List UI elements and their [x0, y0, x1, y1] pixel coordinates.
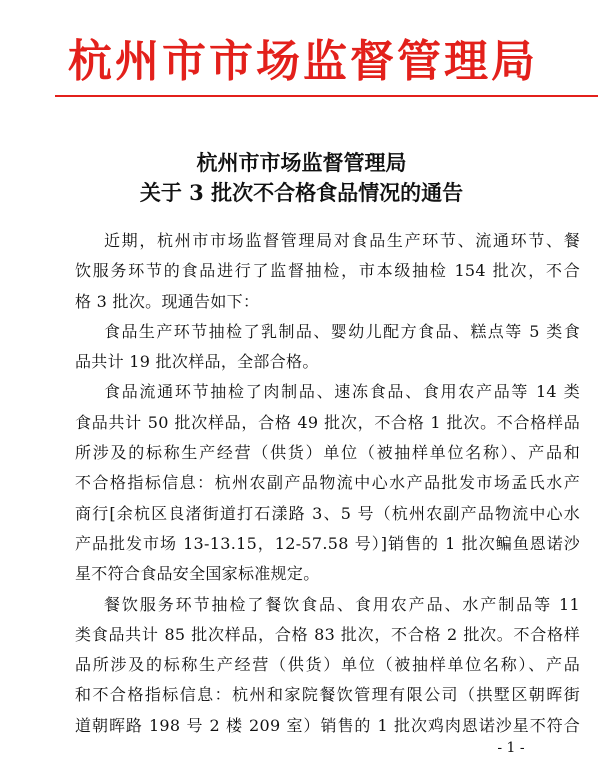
header-red-rule: [55, 95, 598, 97]
paragraph-line: 类食品共计 85 批次样品，合格 83 批次，不合格 2 批次。不合格样: [75, 624, 580, 644]
document-title: [0, 148, 603, 208]
paragraph-line: 食品共计 50 批次样品，合格 49 批次，不合格 1 批次。不合格样品: [75, 412, 580, 432]
paragraph-line: 格 3 批次。现通告如下：: [75, 291, 260, 311]
paragraph-production: [75, 317, 580, 378]
paragraph-line: 品所涉及的标称生产经营（供货）单位（被抽样单位名称）、产品: [75, 655, 580, 675]
paragraph-line: 饮服务环节的食品进行了监督抽检，市本级抽检 154 批次，不合: [75, 261, 580, 281]
page-number: - 1 -: [497, 740, 525, 756]
document-body: [75, 226, 580, 741]
paragraph-line: 商行[余杭区良渚街道打石漾路 3、5 号（杭州农副产品物流中心水: [75, 503, 580, 523]
paragraph-line: 和不合格指标信息：杭州和家院餐饮管理有限公司（拱墅区朝晖街: [75, 685, 580, 705]
paragraph-line: 食品生产环节抽检了乳制品、婴幼儿配方食品、糕点等 5 类食: [104, 321, 580, 341]
paragraph-circulation: [75, 377, 580, 589]
document-title-line-1: 杭州市市场监督管理局: [196, 150, 407, 175]
paragraph-line: 餐饮服务环节抽检了餐饮食品、食用农产品、水产制品等 11: [104, 594, 580, 614]
issuing-authority-header: 杭州市市场监督管理局: [68, 36, 538, 87]
paragraph-catering: [75, 590, 580, 741]
paragraph-line: 品共计 19 批次样品，全部合格。: [75, 352, 319, 372]
paragraph-line: 近期，杭州市市场监督管理局对食品生产环节、流通环节、餐: [104, 231, 580, 250]
paragraph-intro: [75, 226, 580, 317]
paragraph-line: 不合格指标信息：杭州农副产品物流中心水产品批发市场孟氏水产: [75, 473, 580, 493]
paragraph-line: 产品批发市场 13-13.15，12-57.58 号）]销售的 1 批次鳊鱼恩诺沙: [75, 533, 580, 553]
paragraph-line: 所涉及的标称生产经营（供货）单位（被抽样单位名称）、产品和: [75, 443, 580, 463]
paragraph-line: 星不符合食品安全国家标准规定。: [75, 564, 320, 584]
document-title-line-2: 关于 3 批次不合格食品情况的通告: [139, 180, 464, 205]
paragraph-line: 食品流通环节抽检了肉制品、速冻食品、食用农产品等 14 类: [104, 382, 580, 402]
paragraph-line: 道朝晖路 198 号 2 楼 209 室）销售的 1 批次鸡肉恩诺沙星不符合: [75, 715, 580, 735]
